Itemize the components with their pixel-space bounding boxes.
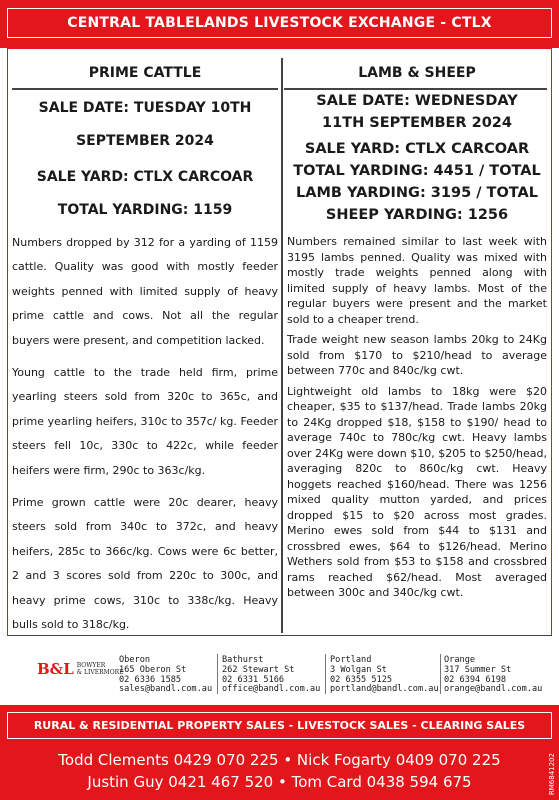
- sheep-report-body: [287, 234, 547, 601]
- prime-cattle-column: [12, 58, 278, 638]
- lamb-sheep-column: [287, 58, 547, 601]
- office-email[interactable]: office@bandl.com.au: [222, 684, 321, 695]
- office-phone: 02 6336 1585: [119, 674, 182, 685]
- office-orange: [444, 656, 542, 695]
- office-email[interactable]: orange@bandl.com.au: [444, 684, 543, 695]
- sheep-paragraph: Numbers remained similar to last week with 3195 lambs penned. Quality was mixed with mostly trade weights penned along with limited supply of heavy lambs. Most of the regular buyers were present and the market sold to a cheaper trend.: [287, 235, 547, 326]
- cattle-paragraph: Numbers dropped by 312 for a yarding of 1159 cattle. Quality was good with mostly feeder weights penned with limited supply of heavy prime cattle and cows. Not all the regular buyers were present, and competition lacked.: [12, 236, 278, 347]
- services-bar: RURAL & RESIDENTIAL PROPERTY SALES - LIVESTOCK SALES - CLEARING SALES: [7, 712, 552, 739]
- cattle-sale-date: SALE DATE: TUESDAY 10TH SEPTEMBER 2024: [38, 100, 252, 149]
- header-banner: [0, 0, 559, 48]
- agent-footer: [7, 635, 552, 696]
- cattle-paragraph: Prime grown cattle were 20c dearer, heavy steers sold from 340c to 372c, and heavy heifers, 285c to 366c/kg. Cows were 6c better, 2 and 3 scores sold from 220c to 300c, and heavy prime cows, 310c to 338c/kg. Heavy bulls sold to 318c/kg.: [12, 496, 278, 632]
- sheep-section-title: LAMB & SHEEP: [358, 65, 476, 81]
- logo-line-2: & LIVERMORE: [76, 669, 124, 676]
- cattle-sale-yard: SALE YARD: CTLX CARCOAR: [36, 169, 254, 185]
- office-email[interactable]: portland@bandl.com.au: [330, 684, 439, 695]
- agent-contacts: [0, 749, 559, 796]
- sheep-paragraph: Trade weight new season lambs 20kg to 24Kg sold from $170 to $210/head to average between 770c and 840c/kg cwt.: [287, 333, 547, 377]
- cattle-paragraph: Young cattle to the trade held firm, prime yearling steers sold from 320c to 365c, and prime yearling heifers, 310c to 357c/ kg. Feeder steers fell 10c, 330c to 422c, while feeder heifers were firm, 290c to 363c/kg.: [12, 366, 278, 477]
- cattle-total-yarding: TOTAL YARDING: 1159: [57, 202, 233, 218]
- logo-mark: B&L: [37, 660, 74, 678]
- office-name: Bathurst: [222, 655, 264, 665]
- footer-banner: [0, 705, 559, 800]
- page-title: CENTRAL TABLELANDS LIVESTOCK EXCHANGE - CTLX: [7, 8, 552, 38]
- cattle-report-body: [12, 231, 278, 638]
- office-name: Orange: [444, 655, 476, 665]
- office-phone: 02 6355 5125: [330, 674, 393, 685]
- office-separator: [440, 654, 441, 694]
- office-street: 262 Stewart St: [222, 664, 295, 675]
- office-bathurst: [222, 656, 320, 695]
- logo-wordmark: [77, 662, 124, 676]
- logo-line-1: BOWYER: [76, 662, 106, 669]
- office-street: 165 Oberon St: [119, 664, 187, 675]
- sheep-sale-date: SALE DATE: WEDNESDAY 11TH SEPTEMBER 2024: [316, 93, 518, 131]
- sheep-paragraph: Lightweight old lambs to 18kg were $20 cheaper, $35 to $137/head. Trade lambs 20kg to 24Kg dropped $18, $158 to $190/ head to average 740c to 780c/kg cwt. Heavy lambs over 24Kg were down $10, $205 to $250/head, averaging 820c to 860c/kg cwt. Heavy hoggets reached $160/head. There was 1256 mixed quality mutton yarded, and prices dropped $15 to $20 across most grades. Merino ewes sold from $44 to $131 and crossbred ewes, $64 to $126/head. Merino Wethers sold from $53 to $158 and crossbred rams reached $62/head. Most averaged between 300c and 340c/kg cwt.: [287, 384, 547, 599]
- reference-code: RM6841202: [548, 753, 556, 796]
- sheep-sale-yard-yarding: SALE YARD: CTLX CARCOAR TOTAL YARDING: 4451 / TOTAL LAMB YARDING: 3195 / TOTAL SHEEP YARDING: 1256: [293, 141, 541, 223]
- office-street: 317 Summer St: [444, 664, 512, 675]
- office-separator: [217, 654, 218, 694]
- office-name: Oberon: [119, 655, 151, 665]
- office-street: 3 Wolgan St: [330, 664, 387, 675]
- office-email[interactable]: sales@bandl.com.au: [119, 684, 213, 695]
- office-oberon: [119, 656, 212, 695]
- bowyer-livermore-logo: [37, 660, 124, 678]
- office-phone: 02 6394 6198: [444, 674, 507, 685]
- office-separator: [325, 654, 326, 694]
- contacts-line: Todd Clements 0429 070 225 • Nick Fogarty 0409 070 225: [58, 751, 501, 769]
- office-phone: 02 6331 5166: [222, 674, 285, 685]
- contacts-line: Justin Guy 0421 467 520 • Tom Card 0438 594 675: [87, 773, 472, 791]
- office-name: Portland: [330, 655, 372, 665]
- cattle-section-title: PRIME CATTLE: [88, 65, 202, 81]
- column-divider: [281, 58, 283, 633]
- office-portland: [330, 656, 439, 695]
